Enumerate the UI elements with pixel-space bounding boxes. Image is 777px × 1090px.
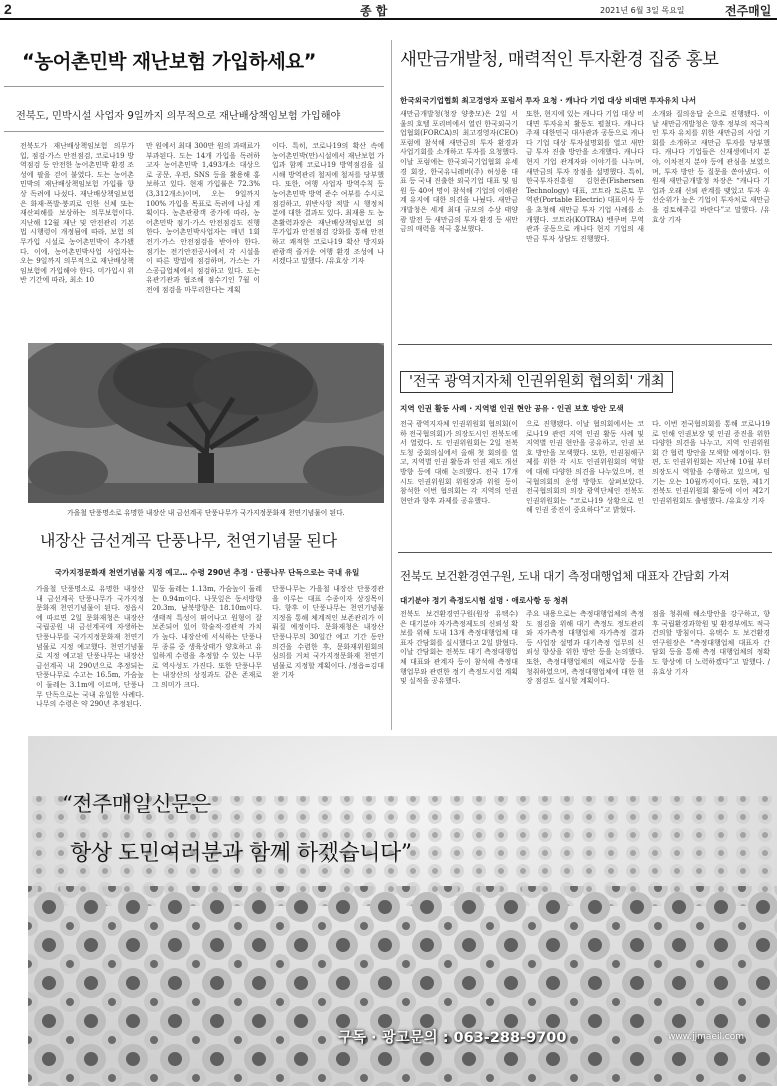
advert-slogan-line-2: 항상 도민여러분과 함께 하겠습니다” bbox=[70, 841, 412, 866]
article4-column-3: 다. 이번 전국협의회를 통해 코로나19로 인해 인권보장 및 인권 증진을 위한 다양한 의견을 나누고, 지역 인권위원회 간 협력 방안을 모색할 예정이다. 한편, 도 인권위원회는 지난해 10월 부터 의장도시 역할을 수행하고 있으며, 임기는 오는 10월까지이다. 또한, 제1기 전북도 인권위원회 활동에 이어 제2기 인권위원회도 출범했다. /유효상 기자 bbox=[652, 420, 770, 505]
issue-date: 2021년 6월 3일 목요일 bbox=[600, 6, 685, 15]
page-header bbox=[0, 0, 777, 20]
page-number: 2 bbox=[4, 1, 12, 17]
article2-subhead: 국가지정문화재 천연기념물 지정 예고… 수령 290년 추정 · 단풍나무 단독으로는 국내 유일 bbox=[54, 568, 360, 577]
divider bbox=[398, 344, 772, 345]
article3-column-2: 또한, 현지에 있는 캐나다 기업 대상 비대면 투자유치 활동도 펼쳤다. 캐나다 주재 대한민국 대사관과 공동으로 캐나다 기업 대상 투자설명회를 열고 새만금 투자 진출 방안을 소개했다. 캐나다 현지 기업 관계자와 이야기를 나누며, 새만금의 투자 장점을 설명했다. 특히, 한국투자진흥원 김현준(Fishersen Technology) 대표, 코트라 토론토 무역관(Portable Electric) 대표이사 등을 초청해 새만금 투자 기업 사례를 소개했다. 코트라(KOTRA) 벤쿠버 무역관과 공동으로 캐나다 현지 기업의 새만금 투자 상담도 진행했다. bbox=[526, 110, 644, 243]
article4-headline-text: '전국 광역지자체 인권위원회 협의회' 개최 bbox=[400, 371, 673, 393]
article3-headline: 새만금개발청, 매력적인 투자환경 집중 홍보 bbox=[400, 50, 719, 70]
article4-column-2: 으로 진행됐다. 이날 협의회에서는 코로나19 관련 지역 인권 활동 사례 및 지역별 인권 현안을 공유하고, 인권 보호 방안을 모색했다. 또한, 인권침해구제를 위한 각 시도 인권위원회의 역할에 대해 다양한 의견을 나누었으며, 전국협의회의 운영 방향도 살펴보았다. 전국협의회의 의장 광역단체인 전북도 인권위원회는 “코로나19 상황으로 인해 인권 증진이 중요하다”고 밝혔다. bbox=[526, 420, 644, 515]
maple-tree-photo bbox=[28, 343, 384, 503]
photo-caption: 가을철 단풍명소로 유명한 내장산 내 금선계곡 단풍나무가 국가지정문화재 천연기념물이 된다. bbox=[67, 509, 345, 517]
article2-column-2: 밑둥 둘레는 1.13m, 가슴높이 둘레는 0.94m이다. 나뭇잎은 동서방향 20.3m, 남북방향은 18.10m이다. 생태적 특성이 뛰어나고 원형이 잘 보존되어 있어 학술적·경관적 가치가 높다. 내장산에 서식하는 단풍나무 종류 중 생육상태가 양호하고 유일하게 수령을 추정할 수 있는 나무로 역사성도 가진다. 또한 단풍나무는 내장산의 상징과도 같은 존재로 그 의미가 크다. bbox=[152, 585, 262, 689]
article5-column-2: 주요 내용으로는 측정대행업체의 측정도 점검을 위해 대기 측정도 정도관리와 자가측정 대행업체 자가측정 결과 등 사업장 설명과 대기측정 업무의 신뢰성 향상을 위한 방안 등을 논의했다. 또한, 측정대행업체의 애로사항 등을 청취하였으며, 측정대행업체에 대한 현장 점검도 실시할 계획이다. bbox=[526, 610, 644, 686]
article1-subhead: 전북도, 민박시설 사업자 9일까지 의무적으로 재난배상책임보험 가입해야 bbox=[16, 111, 341, 122]
article1-column-2: 만 원에서 최대 300만 원의 과태료가 부과된다. 도는 14개 가입을 독려하고자 농어촌민박 1,493개소 대상으로 공문, 우편, SNS 등을 활용해 홍보하고 있다. 현재 가입률은 72.3%(3,312개소)이며, 오는 9일까지 100% 가입을 목표로 독려에 나설 계획이다. 농촌관광객 증가에 따라, 농어촌민박 점기·가스 안전점검도 진행한다. 농어촌민박사업자는 매년 1회 전기·가스 안전점검을 받아야 한다. 점기는 전기안전공사에서 각 시설을 이 따른 방법에 점검하며, 가스는 가스공급업체에서 점검하고 있다. 도는 유관기관과 협조해 점수기인 7월 이전에 점검을 마무리한다는 계획 bbox=[146, 142, 260, 294]
masthead: 전주매일 bbox=[725, 4, 772, 18]
article3-column-3: 소개와 질의응답 순으로 진행됐다. 이날 새만금개발청은 향후 정부의 적극적인 투자 유치를 위한 새만금의 사업 기회를 소개하고 새만금 투자를 당부했다. 캐나다 기업들은 신재생에너지 분야, 이차전지 분야 등에 관심을 보였으며, 투자 방안 등 질문을 쏟아냈다. 이원재 새만금개발청 차장은 “캐나다 기업과 오래 신뢰 관계를 맺었고 투자 우선순위가 높은 기업이 투자처로 새만금을 검토해주길 바란다”고 말했다. /유효상 기자 bbox=[652, 110, 770, 224]
article3-column-1: 새만금개발청(청장 양충모)은 2일 서울의 호텔 포리비에서 열린 한국외국기업협회(FORCA)의 최고경영자(CEO) 포럼에 참석해 새만금의 투자 환경과 사업기회를 소개하고 투자를 요청했다. 이날 포럼에는 한국외국기업협회 유세경 회장, 한국유니레버(주) 허성용 대표 등 국내 진출한 외국기업 대표 및 임원 등 40여 명이 참석해 기업의 이해관계 유지에 대한 의견을 나눴다. 새만금개발청은 세계 최대 규모의 수상 태양광 발전 등 새만금의 투자 환경 등 새만금의 매력을 적극 홍보했다. bbox=[400, 110, 518, 234]
advert-url[interactable]: www.jjmaeil.com bbox=[668, 1032, 745, 1042]
article1-column-1: 전북도가 재난배상책임보험 의무가입, 점검·가스 안전점검, 코로나19 방역점검 등 안전한 농어촌민박 환경 조성에 팔을 걷어 붙였다. 도는 농어촌민박의 재난배상책임보험 가입률 향상 독려에 나섰다. 재난배상책임보험은 화재·폭발·붕괴로 인한 신체 또는 재산피해를 보상하는 의무보험이다. 지난해 12월 재난 및 안전관리 기본법 시행령이 개정됨에 따라, 보험 의무가입 시설로 농어촌민박이 추가됐다. 이에, 농어촌민박사업 사업자는 오는 9일까지 의무적으로 재난배상책임보험에 가입해야 한다. 미가입시 위반 기간에 따라, 최소 10 bbox=[20, 142, 134, 285]
divider bbox=[398, 552, 772, 553]
article2-column-1: 가을철 단풍명소로 유명한 내장산 내 금선계곡 단풍나무가 국가지정문화재 천연기념물이 된다. 정읍시에 따르면 2일 문화재청은 내장산국립공원 내 금선계곡에 자생하는 단풍나무를 국가지정문화재 천연기념물로 지정 예고했다. 천연기념물로 지정 예고된 단풍나무는 내장산 금선계곡 내 290년으로 추정되는 단풍나무로 수고는 16.5m, 가슴높이 둘레는 3.1m에 이르며, 단풍나무 단독으로는 국내 유일한 사례다. 나무의 수령은 약 290년 추정된다. bbox=[36, 585, 144, 709]
advert-contact: 구독 · 광고문의 : 063-288-9700 bbox=[338, 1030, 567, 1046]
article2-column-3: 단풍나무는 가을철 내장산 단풍경관을 이루는 대표 수종이자 상징목이다. 향후 이 단풍나무는 천연기념물 지정을 통해 체계적인 보존관리가 이뤄질 예정이다. 문화재청은 내장산 단풍나무의 30일간 예고 기간 동안 의견을 수렴한 후, 문화재위원회의 심의를 거쳐 국가지정문화재 천연기념물로 지정할 계획이다. /정읍=김대완 기자 bbox=[272, 585, 384, 680]
section-name: 종 합 bbox=[360, 4, 388, 18]
article1-column-3: 이다. 특히, 코로나19의 확산 속에 농어촌민박(만)시설에서 재난보험 가입과 함께 코로나19 방역점검을 실시해 방역관리 철저에 철저를 당부했다. 또한, 여행 사업자 방역수칙 등 농어촌민박 방역 준수 여부를 수시로 점검하고, 위반사항 적발 시 행정처분에 대한 결과도 있다. 최재용 도 농촌활력과장은 재난배상책임보험 의무가입과 안전점검 강화를 통해 안전하고 쾌적한 코로나19 확산 방지와 관광객 즐거운 여행 환경 조성에 나서겠다고 말했다. /유효상 기자 bbox=[272, 142, 384, 266]
article5-column-1: 전북도 보건환경연구원(원장 유택수)은 대기분야 자가측정제도의 신뢰성 확보를 위해 도내 13개 측정대행업체 대표자 간담회를 실시했다고 2일 밝혔다. 이날 간담회는 전북도 대기 측정대행업체 대표와 관계자 등이 참석해 측정대행업무와 관련한 정기 측정도시험 계획 및 실적을 공유했다. bbox=[400, 610, 518, 686]
divider bbox=[4, 131, 384, 132]
article5-subhead: 대기분야 정기 측정도시험 설명 · 애로사항 등 청취 bbox=[400, 596, 569, 605]
article2-headline: 내장산 금선계곡 단풍나무, 천연기념물 된다 bbox=[40, 531, 337, 550]
article1-headline: “농어촌민박 재난보험 가입하세요” bbox=[22, 50, 316, 73]
advert-slogan-line-1: “전주매일신문은 bbox=[62, 792, 211, 816]
article3-subhead: 한국외국기업협회 최고경영자 포럼서 투자 요청 · 캐나다 기업 대상 비대면 투자유치 나서 bbox=[400, 96, 697, 105]
article5-column-3: 점을 청취해 해소방안을 강구하고, 향후 국립환경과학원 및 환경부에도 적극 건의할 방침이다. 유택수 도 보건환경연구원장은 “측정대행업체 대표자 간담회 등을 통해 측정 대행업체의 정확도 향상에 더 노력하겠다”고 말했다. /유효상 기자 bbox=[652, 610, 770, 676]
article4-headline bbox=[400, 370, 772, 391]
article4-subhead: 지역 인권 활동 사례 · 지역별 인권 현안 공유 · 인권 보호 방안 모색 bbox=[400, 404, 624, 413]
article5-headline: 전북도 보건환경연구원, 도내 대기 측정대행업체 대표자 간담회 가져 bbox=[400, 569, 730, 583]
sunflower-advertisement bbox=[28, 736, 777, 1086]
article4-column-1: 전국 광역지자체 인권위원회 협의회(이하 전국협의회)가 의장도시인 전북도에서 열렸다. 도 인권위원회는 2일 전북도청 중회의실에서 올해 첫 회의를 열고, 지역별 인권 활동과 인권 제도 개선 방향 등에 대해 논의했다. 전국 17개 시도 인권위원회 위원장과 위원 등이 참석한 이번 협의회는 각 지역의 인권 현안과 향후 과제를 공유했다. bbox=[400, 420, 518, 505]
photo-illustration bbox=[28, 343, 384, 503]
divider bbox=[4, 86, 384, 87]
column-divider bbox=[391, 40, 392, 730]
